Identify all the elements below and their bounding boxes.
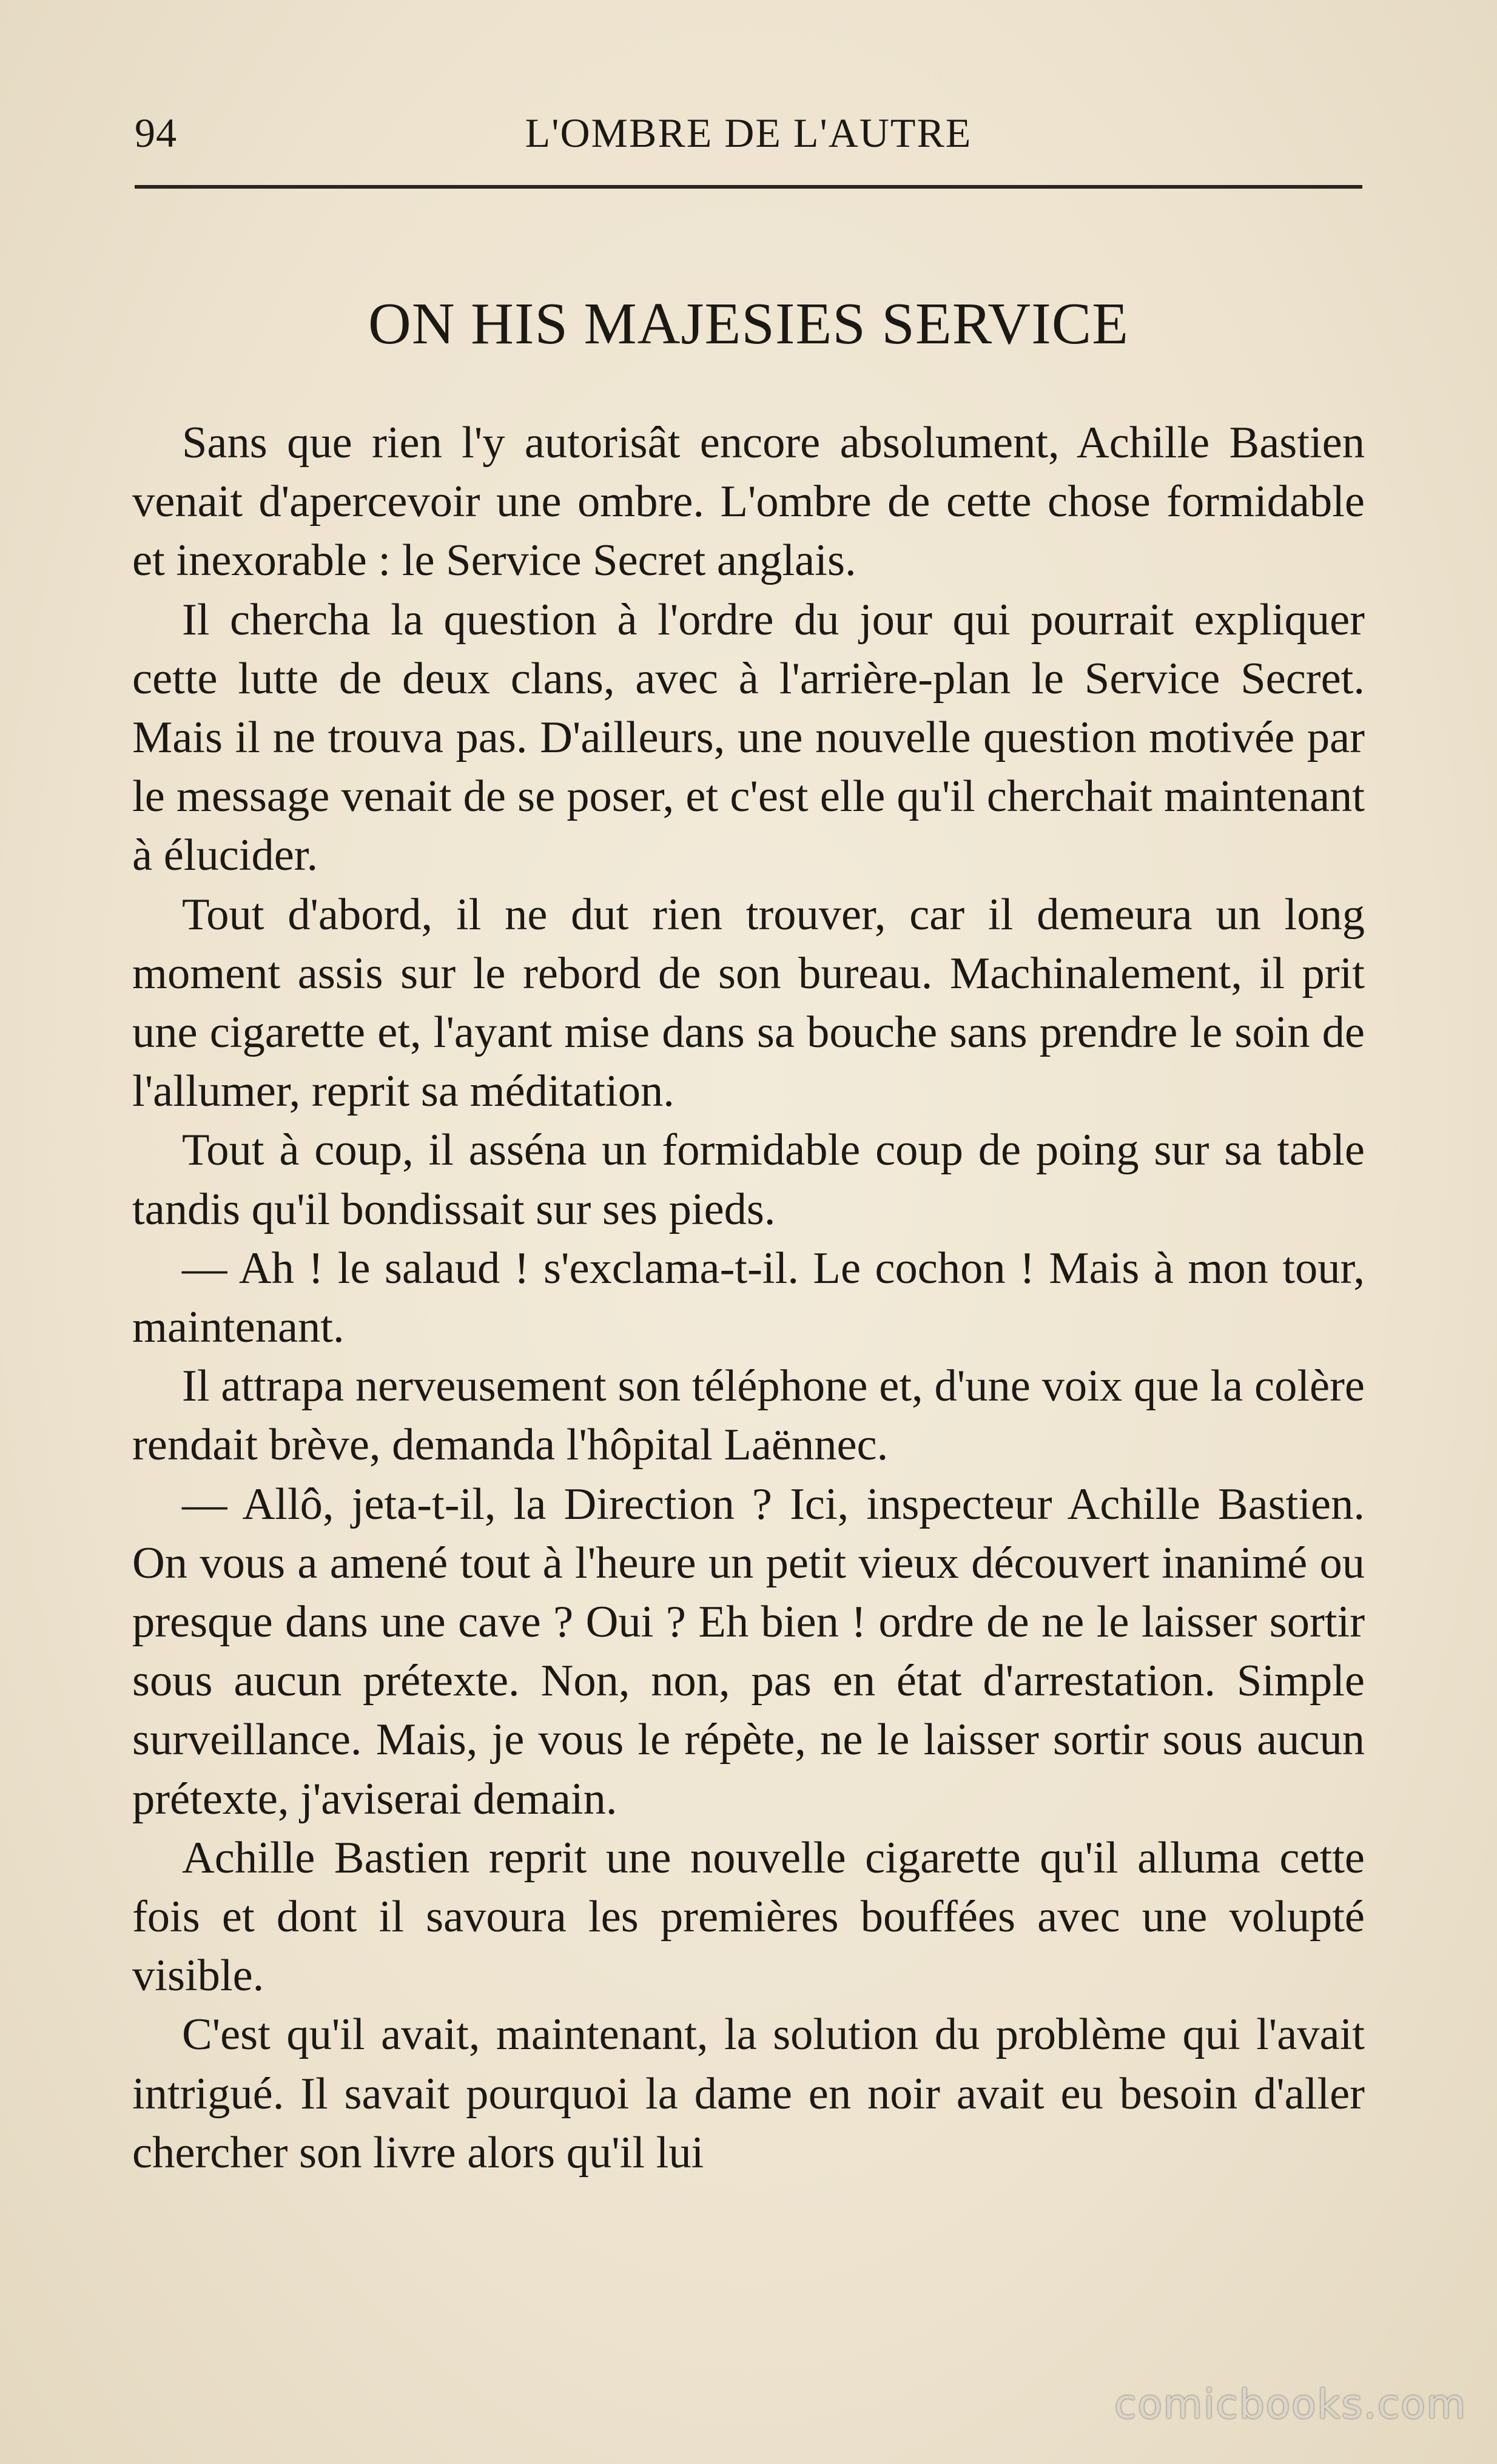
- dialogue-paragraph: — Ah ! le salaud ! s'exclama-t-il. Le cochon ! Mais à mon tour, maintenant.: [132, 1243, 1365, 1353]
- chapter-title: ON HIS MAJESIES SERVICE: [368, 291, 1129, 357]
- paragraph: Achille Bastien reprit une nouvelle cigarette qu'il alluma cette fois et dont il savoura les premières bouffées avec une volupté visible.: [132, 1833, 1365, 2001]
- dialogue-paragraph: — Allô, jeta-t-il, la Direction ? Ici, inspecteur Achille Bastien. On vous a amené tout à l'heure un petit vieux découvert inanimé ou presque dans une cave ? Oui ? Eh bien ! ordre de ne le laisser sortir sous aucun prétexte. Non, non, pas en état d'arrestation. Simple surveillance. Mais, je vous le répète, ne le laisser sortir sous aucun prétexte, j'aviserai demain.: [132, 1479, 1365, 1824]
- paragraph: Sans que rien l'y autorisât encore absolument, Achille Bastien venait d'apercevoir une ombre. L'ombre de cette chose formidable et inexorable : le Service Secret anglais.: [132, 418, 1365, 586]
- page-number: 94: [135, 110, 177, 156]
- paragraph: Tout d'abord, il ne dut rien trouver, car il demeura un long moment assis sur le rebord de son bureau. Machinalement, il prit une cigarette et, l'ayant mise dans sa bouche sans prendre le soin de l'allumer, reprit sa méditation.: [132, 889, 1365, 1117]
- paragraph: Il attrapa nerveusement son téléphone et, d'une voix que la colère rendait brève, demanda l'hôpital Laënnec.: [132, 1361, 1365, 1470]
- header-rule: [135, 185, 1362, 189]
- running-head: [135, 103, 1362, 170]
- running-title: L'OMBRE DE L'AUTRE: [525, 110, 972, 156]
- body-text: [132, 414, 1365, 2183]
- paragraph: Il chercha la question à l'ordre du jour qui pourrait expliquer cette lutte de deux clans, avec à l'arrière-plan le Service Secret. Mais il ne trouva pas. D'ailleurs, une nouvelle question motivée par le message venait de se poser, et c'est elle qu'il cherchait maintenant à élucider.: [132, 594, 1365, 881]
- paragraph: Tout à coup, il asséna un formidable coup de poing sur sa table tandis qu'il bondissait sur ses pieds.: [132, 1125, 1365, 1234]
- watermark: comicbooks.com: [1114, 2381, 1467, 2428]
- paragraph: C'est qu'il avait, maintenant, la solution du problème qui l'avait intrigué. Il savait pourquoi la dame en noir avait eu besoin d'aller chercher son livre alors qu'il lui: [132, 2010, 1365, 2178]
